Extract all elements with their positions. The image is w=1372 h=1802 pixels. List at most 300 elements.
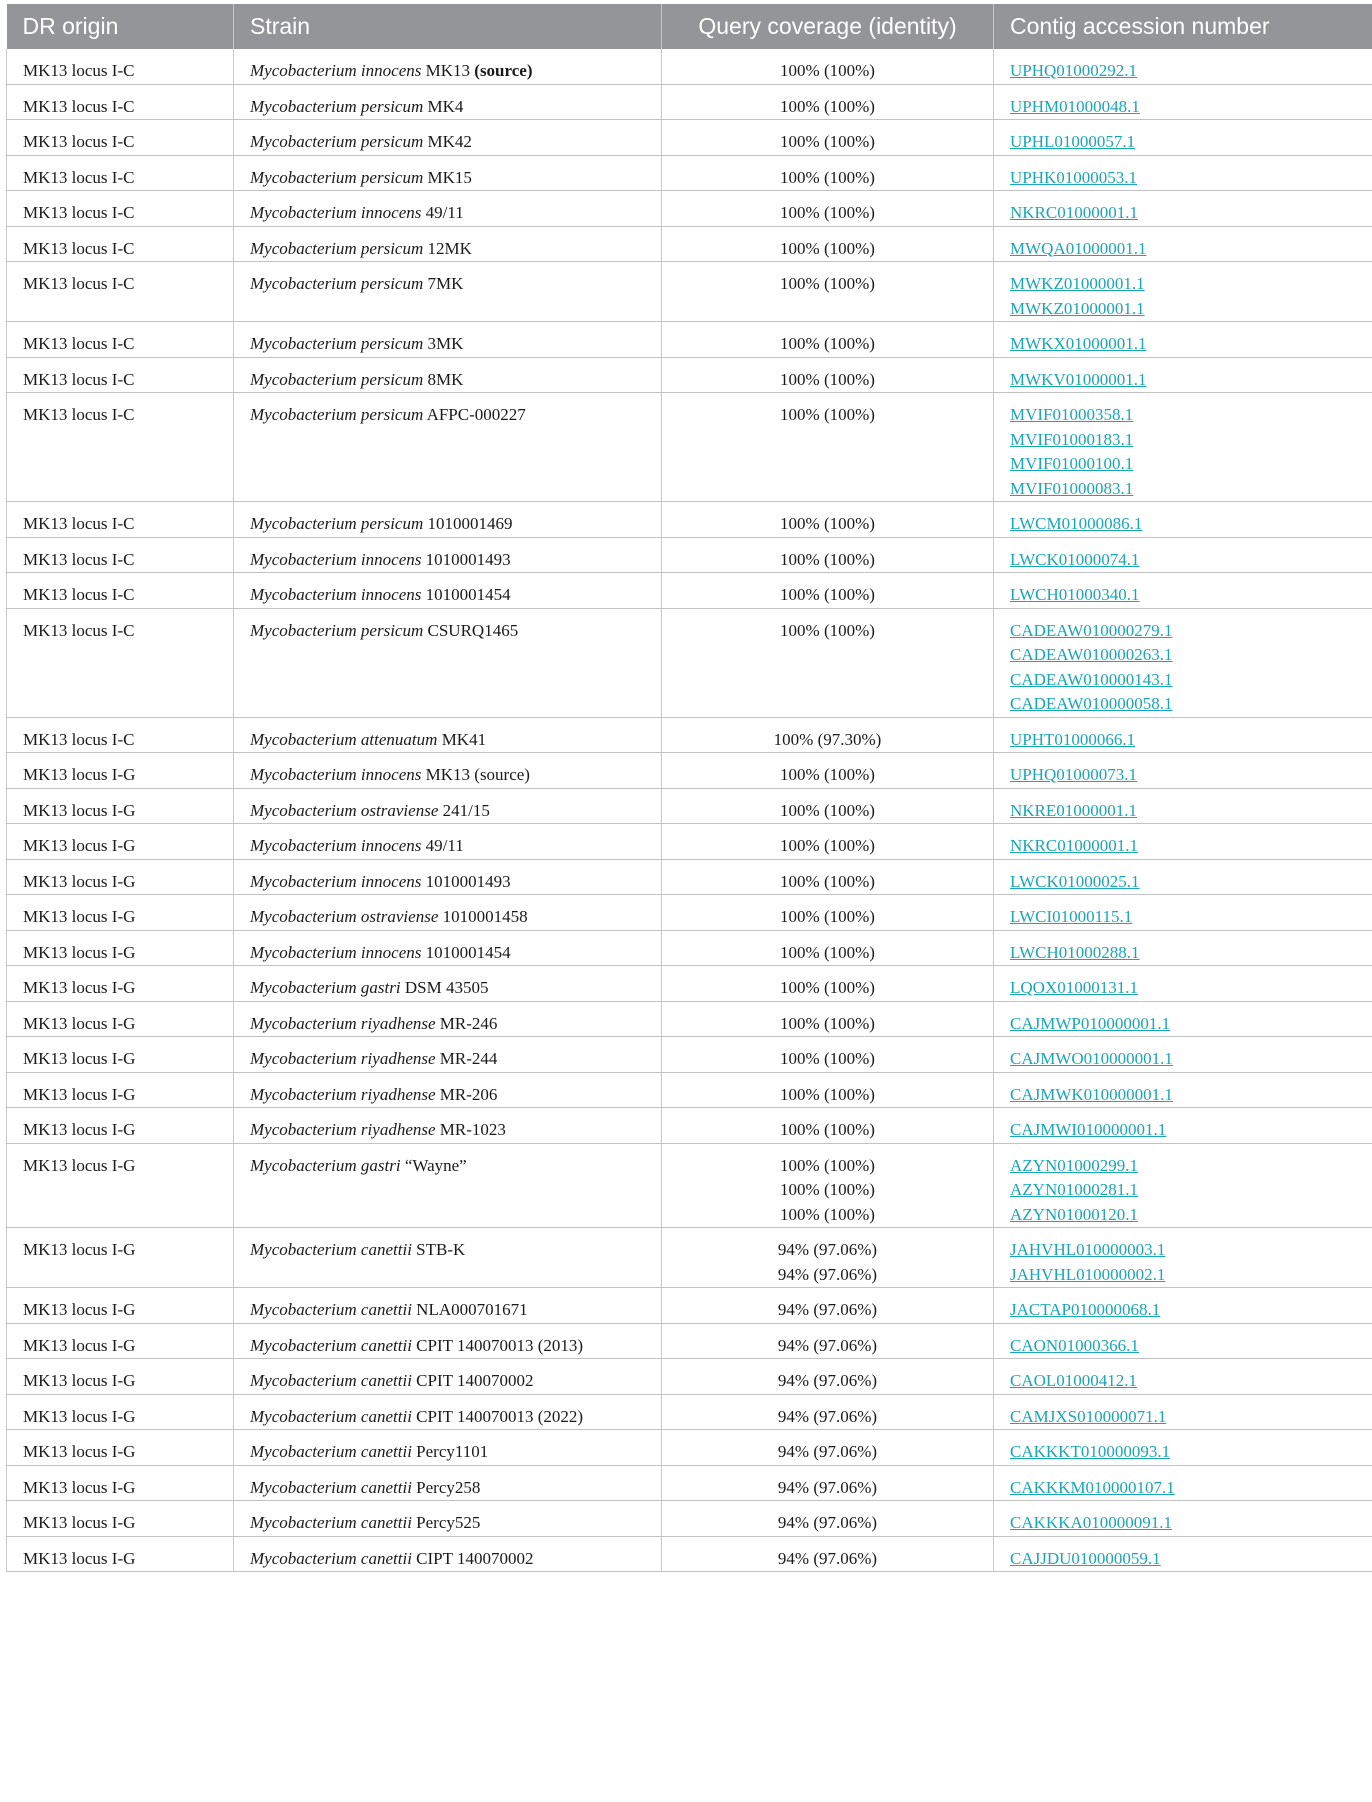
- strain-cell: [234, 824, 662, 860]
- coverage-value: 100% (100%): [678, 1047, 977, 1072]
- strain-id: 49/11: [426, 203, 464, 222]
- species-name: Mycobacterium innocens: [250, 550, 421, 569]
- strain-id: MK15: [428, 168, 472, 187]
- table-row: [7, 537, 1372, 573]
- accession-cell: [994, 1323, 1372, 1359]
- species-name: Mycobacterium canettii: [250, 1240, 412, 1259]
- coverage-value: 100% (100%): [678, 583, 977, 608]
- coverage-cell: [662, 788, 994, 824]
- accession-link[interactable]: NKRC01000001.1: [1010, 201, 1356, 226]
- coverage-cell: [662, 262, 994, 322]
- accession-link[interactable]: CAKKKM010000107.1: [1010, 1476, 1356, 1501]
- dr-origin-cell: MK13 locus I-C: [7, 120, 234, 156]
- strain-cell: [234, 84, 662, 120]
- dr-origin-cell: MK13 locus I-G: [7, 1037, 234, 1073]
- accession-cell: [994, 895, 1372, 931]
- accession-link[interactable]: LQOX01000131.1: [1010, 976, 1356, 1001]
- strain-id: MK42: [428, 132, 472, 151]
- species-name: Mycobacterium innocens: [250, 585, 421, 604]
- strain-id: 1010001493: [426, 872, 511, 891]
- table-row: [7, 502, 1372, 538]
- coverage-cell: [662, 49, 994, 84]
- dr-origin-cell: MK13 locus I-G: [7, 753, 234, 789]
- strain-id: 8MK: [428, 370, 464, 389]
- dr-origin-cell: MK13 locus I-G: [7, 1323, 234, 1359]
- source-note: (source): [474, 765, 530, 784]
- coverage-value: 100% (100%): [678, 619, 977, 644]
- species-name: Mycobacterium riyadhense: [250, 1014, 436, 1033]
- strain-cell: [234, 608, 662, 717]
- table-row: [7, 1323, 1372, 1359]
- accession-cell: [994, 502, 1372, 538]
- strain-id: MR-244: [440, 1049, 498, 1068]
- accession-link[interactable]: JAHVHL010000002.1: [1010, 1263, 1356, 1288]
- strain-id: STB-K: [416, 1240, 465, 1259]
- dr-origin-cell: MK13 locus I-C: [7, 393, 234, 502]
- strain-id: Percy258: [416, 1478, 480, 1497]
- table-row: [7, 930, 1372, 966]
- dr-origin-cell: MK13 locus I-C: [7, 49, 234, 84]
- table-row: [7, 895, 1372, 931]
- table-row: [7, 191, 1372, 227]
- accession-cell: [994, 1394, 1372, 1430]
- table-row: [7, 608, 1372, 717]
- strain-cell: [234, 226, 662, 262]
- coverage-value: 100% (100%): [678, 870, 977, 895]
- strain-cell: [234, 120, 662, 156]
- accession-cell: [994, 1072, 1372, 1108]
- accession-link[interactable]: CADEAW010000143.1: [1010, 668, 1356, 693]
- header-contig-accession: Contig accession number: [994, 4, 1372, 49]
- accession-link[interactable]: UPHL01000057.1: [1010, 130, 1356, 155]
- table-row: [7, 1359, 1372, 1395]
- header-query-coverage: Query coverage (identity): [662, 4, 994, 49]
- strain-id: AFPC-000227: [427, 405, 526, 424]
- coverage-value: 100% (100%): [678, 799, 977, 824]
- accession-link[interactable]: MWKV01000001.1: [1010, 368, 1356, 393]
- accession-link[interactable]: AZYN01000299.1: [1010, 1154, 1356, 1179]
- strain-cell: [234, 1465, 662, 1501]
- table-row: [7, 717, 1372, 753]
- dr-origin-cell: MK13 locus I-G: [7, 824, 234, 860]
- strain-cell: [234, 537, 662, 573]
- coverage-cell: [662, 608, 994, 717]
- accession-cell: [994, 859, 1372, 895]
- species-name: Mycobacterium innocens: [250, 872, 421, 891]
- coverage-value: 100% (100%): [678, 1012, 977, 1037]
- accession-link[interactable]: CAKKKT010000093.1: [1010, 1440, 1356, 1465]
- strain-id: MK13: [426, 61, 470, 80]
- strain-id: 1010001454: [426, 585, 511, 604]
- accession-cell: [994, 1465, 1372, 1501]
- strain-cell: [234, 393, 662, 502]
- strain-id: CSURQ1465: [428, 621, 519, 640]
- strain-cell: [234, 1501, 662, 1537]
- coverage-cell: [662, 1323, 994, 1359]
- accession-link[interactable]: LWCM01000086.1: [1010, 512, 1356, 537]
- accession-link[interactable]: MWKZ01000001.1: [1010, 272, 1356, 297]
- accession-cell: [994, 1228, 1372, 1288]
- coverage-value: 100% (100%): [678, 976, 977, 1001]
- accession-link[interactable]: MWQA01000001.1: [1010, 237, 1356, 262]
- table-row: [7, 49, 1372, 84]
- strain-id: 7MK: [428, 274, 464, 293]
- coverage-cell: [662, 322, 994, 358]
- table-row: [7, 393, 1372, 502]
- accession-link[interactable]: UPHM01000048.1: [1010, 95, 1356, 120]
- species-name: Mycobacterium canettii: [250, 1371, 412, 1390]
- coverage-value: 100% (100%): [678, 1203, 977, 1228]
- accession-link[interactable]: CAKKKA010000091.1: [1010, 1511, 1356, 1536]
- dr-origin-cell: MK13 locus I-G: [7, 1359, 234, 1395]
- species-name: Mycobacterium riyadhense: [250, 1049, 436, 1068]
- coverage-value: 100% (100%): [678, 905, 977, 930]
- strain-cell: [234, 49, 662, 84]
- dr-origin-cell: MK13 locus I-C: [7, 191, 234, 227]
- species-name: Mycobacterium persicum: [250, 168, 423, 187]
- coverage-cell: [662, 120, 994, 156]
- coverage-value: 94% (97.06%): [678, 1476, 977, 1501]
- accession-link[interactable]: UPHK01000053.1: [1010, 166, 1356, 191]
- accession-link[interactable]: MVIF01000083.1: [1010, 477, 1356, 502]
- accession-cell: [994, 788, 1372, 824]
- strain-id: NLA000701671: [416, 1300, 527, 1319]
- accession-cell: [994, 608, 1372, 717]
- coverage-cell: [662, 1536, 994, 1572]
- species-name: Mycobacterium persicum: [250, 97, 423, 116]
- coverage-cell: [662, 573, 994, 609]
- dr-origin-cell: MK13 locus I-C: [7, 717, 234, 753]
- coverage-value: 100% (100%): [678, 166, 977, 191]
- accession-link[interactable]: LWCI01000115.1: [1010, 905, 1356, 930]
- coverage-value: 94% (97.06%): [678, 1547, 977, 1572]
- accession-link[interactable]: UPHT01000066.1: [1010, 728, 1356, 753]
- dr-origin-cell: MK13 locus I-G: [7, 930, 234, 966]
- accession-cell: [994, 1143, 1372, 1228]
- coverage-value: 100% (100%): [678, 512, 977, 537]
- coverage-cell: [662, 824, 994, 860]
- coverage-cell: [662, 1001, 994, 1037]
- accession-link[interactable]: JAHVHL010000003.1: [1010, 1238, 1356, 1263]
- accession-link[interactable]: LWCK01000025.1: [1010, 870, 1356, 895]
- coverage-value: 100% (100%): [678, 201, 977, 226]
- coverage-cell: [662, 1228, 994, 1288]
- accession-link[interactable]: CAMJXS010000071.1: [1010, 1405, 1356, 1430]
- species-name: Mycobacterium riyadhense: [250, 1085, 436, 1104]
- accession-link[interactable]: AZYN01000281.1: [1010, 1178, 1356, 1203]
- strain-id: 1010001493: [426, 550, 511, 569]
- dr-origin-cell: MK13 locus I-G: [7, 1394, 234, 1430]
- strain-cell: [234, 1001, 662, 1037]
- species-name: Mycobacterium canettii: [250, 1336, 412, 1355]
- species-name: Mycobacterium persicum: [250, 514, 423, 533]
- table-row: [7, 859, 1372, 895]
- coverage-cell: [662, 966, 994, 1002]
- coverage-value: 100% (100%): [678, 1118, 977, 1143]
- accession-link[interactable]: CAJMWI010000001.1: [1010, 1118, 1356, 1143]
- dr-origin-cell: MK13 locus I-C: [7, 537, 234, 573]
- accession-cell: [994, 753, 1372, 789]
- accession-link[interactable]: MVIF01000183.1: [1010, 428, 1356, 453]
- coverage-value: 100% (100%): [678, 834, 977, 859]
- strain-id: CPIT 140070002: [416, 1371, 533, 1390]
- table-body: [7, 49, 1372, 1572]
- coverage-cell: [662, 895, 994, 931]
- accession-cell: [994, 49, 1372, 84]
- accession-cell: [994, 322, 1372, 358]
- strain-cell: [234, 1228, 662, 1288]
- dr-origin-cell: MK13 locus I-G: [7, 1072, 234, 1108]
- coverage-value: 94% (97.06%): [678, 1334, 977, 1359]
- coverage-value: 100% (100%): [678, 1178, 977, 1203]
- accession-link[interactable]: AZYN01000120.1: [1010, 1203, 1356, 1228]
- species-name: Mycobacterium persicum: [250, 370, 423, 389]
- coverage-cell: [662, 1394, 994, 1430]
- species-name: Mycobacterium persicum: [250, 621, 423, 640]
- accession-cell: [994, 1359, 1372, 1395]
- strain-cell: [234, 262, 662, 322]
- coverage-value: 100% (100%): [678, 368, 977, 393]
- accession-link[interactable]: NKRC01000001.1: [1010, 834, 1356, 859]
- accession-link[interactable]: MVIF01000100.1: [1010, 452, 1356, 477]
- dr-origin-cell: MK13 locus I-G: [7, 1143, 234, 1228]
- accession-cell: [994, 930, 1372, 966]
- strain-cell: [234, 357, 662, 393]
- table-row: [7, 155, 1372, 191]
- strain-cell: [234, 859, 662, 895]
- coverage-value: 100% (100%): [678, 548, 977, 573]
- strain-cell: [234, 966, 662, 1002]
- species-name: Mycobacterium canettii: [250, 1478, 412, 1497]
- accession-cell: [994, 155, 1372, 191]
- accession-link[interactable]: CADEAW010000058.1: [1010, 692, 1356, 717]
- accession-link[interactable]: MVIF01000358.1: [1010, 403, 1356, 428]
- accession-link[interactable]: CAJJDU010000059.1: [1010, 1547, 1356, 1572]
- strain-id: CPIT 140070013 (2013): [416, 1336, 583, 1355]
- coverage-cell: [662, 753, 994, 789]
- dr-origin-cell: MK13 locus I-G: [7, 1430, 234, 1466]
- species-name: Mycobacterium ostraviense: [250, 801, 438, 820]
- accession-link[interactable]: CAON01000366.1: [1010, 1334, 1356, 1359]
- coverage-cell: [662, 1359, 994, 1395]
- strain-cell: [234, 1323, 662, 1359]
- strain-cell: [234, 1108, 662, 1144]
- strain-cell: [234, 1143, 662, 1228]
- strain-cell: [234, 788, 662, 824]
- table-row: [7, 1430, 1372, 1466]
- strain-cell: [234, 1536, 662, 1572]
- table-row: [7, 1143, 1372, 1228]
- accession-link[interactable]: CAJMWK010000001.1: [1010, 1083, 1356, 1108]
- species-name: Mycobacterium canettii: [250, 1442, 412, 1461]
- accession-link[interactable]: CAOL01000412.1: [1010, 1369, 1356, 1394]
- dr-origin-cell: MK13 locus I-C: [7, 608, 234, 717]
- coverage-cell: [662, 393, 994, 502]
- table-row: [7, 1228, 1372, 1288]
- coverage-cell: [662, 1465, 994, 1501]
- table-row: [7, 357, 1372, 393]
- accession-cell: [994, 226, 1372, 262]
- species-name: Mycobacterium canettii: [250, 1300, 412, 1319]
- dr-origin-cell: MK13 locus I-G: [7, 1465, 234, 1501]
- strain-cell: [234, 930, 662, 966]
- coverage-value: 94% (97.06%): [678, 1511, 977, 1536]
- dr-origin-cell: MK13 locus I-C: [7, 502, 234, 538]
- coverage-value: 100% (100%): [678, 272, 977, 297]
- accession-cell: [994, 1536, 1372, 1572]
- strain-table: [6, 4, 1372, 1572]
- accession-link[interactable]: CAJMWO010000001.1: [1010, 1047, 1356, 1072]
- coverage-value: 94% (97.06%): [678, 1298, 977, 1323]
- table-row: [7, 1536, 1372, 1572]
- coverage-cell: [662, 357, 994, 393]
- strain-cell: [234, 1430, 662, 1466]
- table-row: [7, 84, 1372, 120]
- coverage-cell: [662, 1501, 994, 1537]
- species-name: Mycobacterium ostraviense: [250, 907, 438, 926]
- accession-link[interactable]: NKRE01000001.1: [1010, 799, 1356, 824]
- dr-origin-cell: MK13 locus I-G: [7, 895, 234, 931]
- coverage-value: 100% (97.30%): [678, 728, 977, 753]
- strain-cell: [234, 753, 662, 789]
- header-strain: Strain: [234, 4, 662, 49]
- species-name: Mycobacterium canettii: [250, 1407, 412, 1426]
- accession-cell: [994, 824, 1372, 860]
- strain-id: 1010001454: [426, 943, 511, 962]
- coverage-cell: [662, 930, 994, 966]
- strain-id: MR-246: [440, 1014, 498, 1033]
- table-row: [7, 1394, 1372, 1430]
- species-name: Mycobacterium attenuatum: [250, 730, 437, 749]
- table-row: [7, 1001, 1372, 1037]
- table-row: [7, 120, 1372, 156]
- table-row: [7, 1108, 1372, 1144]
- accession-link[interactable]: UPHQ01000073.1: [1010, 763, 1356, 788]
- strain-id: CIPT 140070002: [416, 1549, 533, 1568]
- species-name: Mycobacterium persicum: [250, 274, 423, 293]
- coverage-cell: [662, 1143, 994, 1228]
- dr-origin-cell: MK13 locus I-G: [7, 859, 234, 895]
- strain-id: CPIT 140070013 (2022): [416, 1407, 583, 1426]
- strain-cell: [234, 1037, 662, 1073]
- strain-cell: [234, 191, 662, 227]
- coverage-value: 100% (100%): [678, 95, 977, 120]
- species-name: Mycobacterium gastri: [250, 1156, 401, 1175]
- accession-cell: [994, 1288, 1372, 1324]
- accession-cell: [994, 717, 1372, 753]
- dr-origin-cell: MK13 locus I-G: [7, 1108, 234, 1144]
- coverage-value: 100% (100%): [678, 130, 977, 155]
- accession-cell: [994, 120, 1372, 156]
- coverage-cell: [662, 502, 994, 538]
- accession-link[interactable]: CADEAW010000263.1: [1010, 643, 1356, 668]
- accession-cell: [994, 1037, 1372, 1073]
- coverage-cell: [662, 84, 994, 120]
- accession-link[interactable]: JACTAP010000068.1: [1010, 1298, 1356, 1323]
- species-name: Mycobacterium innocens: [250, 943, 421, 962]
- coverage-value: 100% (100%): [678, 237, 977, 262]
- accession-cell: [994, 1501, 1372, 1537]
- table-row: [7, 1072, 1372, 1108]
- coverage-cell: [662, 1108, 994, 1144]
- species-name: Mycobacterium innocens: [250, 61, 421, 80]
- strain-cell: [234, 155, 662, 191]
- species-name: Mycobacterium innocens: [250, 203, 421, 222]
- species-name: Mycobacterium gastri: [250, 978, 401, 997]
- strain-id: MR-206: [440, 1085, 498, 1104]
- table-row: [7, 1501, 1372, 1537]
- accession-cell: [994, 191, 1372, 227]
- accession-link[interactable]: MWKZ01000001.1: [1010, 297, 1356, 322]
- accession-link[interactable]: LWCK01000074.1: [1010, 548, 1356, 573]
- coverage-cell: [662, 1072, 994, 1108]
- accession-link[interactable]: MWKX01000001.1: [1010, 332, 1356, 357]
- accession-link[interactable]: CAJMWP010000001.1: [1010, 1012, 1356, 1037]
- accession-cell: [994, 262, 1372, 322]
- strain-cell: [234, 895, 662, 931]
- coverage-cell: [662, 155, 994, 191]
- strain-cell: [234, 717, 662, 753]
- strain-cell: [234, 322, 662, 358]
- strain-id: 3MK: [428, 334, 464, 353]
- table-row: [7, 1037, 1372, 1073]
- coverage-value: 94% (97.06%): [678, 1405, 977, 1430]
- strain-id: Percy525: [416, 1513, 480, 1532]
- table-row: [7, 824, 1372, 860]
- coverage-value: 94% (97.06%): [678, 1369, 977, 1394]
- strain-id: 1010001458: [443, 907, 528, 926]
- coverage-value: 100% (100%): [678, 59, 977, 84]
- dr-origin-cell: MK13 locus I-C: [7, 357, 234, 393]
- coverage-value: 100% (100%): [678, 403, 977, 428]
- species-name: Mycobacterium persicum: [250, 334, 423, 353]
- dr-origin-cell: MK13 locus I-G: [7, 1228, 234, 1288]
- strain-cell: [234, 1288, 662, 1324]
- species-name: Mycobacterium persicum: [250, 132, 423, 151]
- accession-link[interactable]: LWCH01000288.1: [1010, 941, 1356, 966]
- dr-origin-cell: MK13 locus I-C: [7, 322, 234, 358]
- dr-origin-cell: MK13 locus I-G: [7, 788, 234, 824]
- table-row: [7, 753, 1372, 789]
- accession-cell: [994, 573, 1372, 609]
- table-row: [7, 262, 1372, 322]
- species-name: Mycobacterium canettii: [250, 1513, 412, 1532]
- accession-link[interactable]: CADEAW010000279.1: [1010, 619, 1356, 644]
- accession-cell: [994, 393, 1372, 502]
- coverage-value: 100% (100%): [678, 941, 977, 966]
- accession-cell: [994, 537, 1372, 573]
- coverage-cell: [662, 1430, 994, 1466]
- accession-link[interactable]: UPHQ01000292.1: [1010, 59, 1356, 84]
- accession-link[interactable]: LWCH01000340.1: [1010, 583, 1356, 608]
- strain-id: 12MK: [428, 239, 472, 258]
- strain-id: 49/11: [426, 836, 464, 855]
- strain-cell: [234, 502, 662, 538]
- table-row: [7, 1288, 1372, 1324]
- dr-origin-cell: MK13 locus I-C: [7, 84, 234, 120]
- species-name: Mycobacterium riyadhense: [250, 1120, 436, 1139]
- dr-origin-cell: MK13 locus I-G: [7, 1536, 234, 1572]
- coverage-value: 100% (100%): [678, 1083, 977, 1108]
- coverage-value: 100% (100%): [678, 763, 977, 788]
- coverage-cell: [662, 537, 994, 573]
- dr-origin-cell: MK13 locus I-C: [7, 262, 234, 322]
- coverage-cell: [662, 717, 994, 753]
- accession-cell: [994, 357, 1372, 393]
- strain-id: MR-1023: [440, 1120, 506, 1139]
- strain-cell: [234, 1394, 662, 1430]
- table-row: [7, 1465, 1372, 1501]
